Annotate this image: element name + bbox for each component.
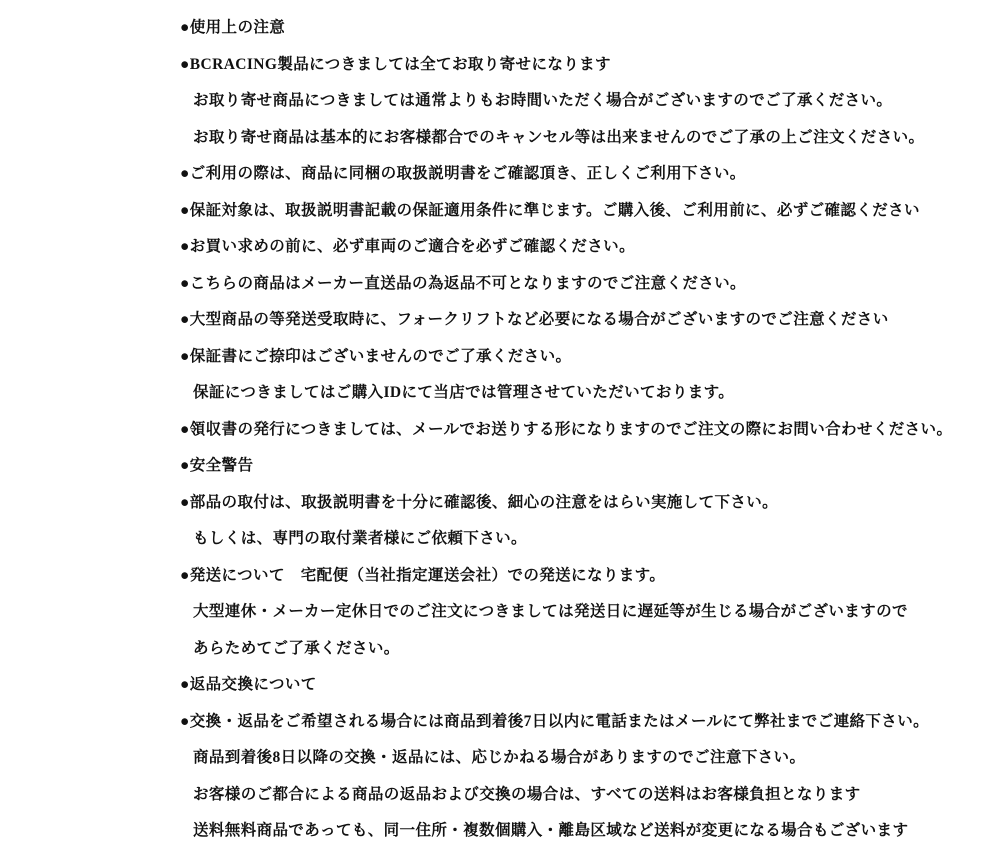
text-line: お取り寄せ商品は基本的にお客様都合でのキャンセル等は出来ませんのでご了承の上ご注文ください。 [193, 128, 925, 146]
bullet-text-line: ●部品の取付は、取扱説明書を十分に確認後、細心の注意をはらい実施して下さい。 [180, 493, 779, 511]
text-line: 商品到着後8日以降の交換・返品には、応じかねる場合がありますのでご注意下さい。 [193, 749, 806, 766]
text-line: 保証につきましてはご購入IDにて当店では管理させていただいております。 [193, 384, 735, 401]
bullet-text-line: ●BCRACING製品につきましては全てお取り寄せになります [180, 55, 611, 73]
bullet-text-line: ●領収書の発行につきましては、メールでお送りする形になりますのでご注文の際にお問い合わせください。 [180, 420, 953, 438]
bullet-text-line: ●大型商品の等発送受取時に、フォークリフトなど必要になる場合がございますのでご注意ください [180, 311, 889, 328]
bullet-text-line: ●使用上の注意 [180, 19, 286, 36]
bullet-text-line: ●保証書にご捺印はございませんのでご了承ください。 [180, 347, 572, 365]
bullet-text-line: ●返品交換について [180, 676, 317, 693]
bullet-text-line: ●保証対象は、取扱説明書記載の保証適用条件に準じます。ご購入後、ご利用前に、必ずご確認ください [180, 201, 920, 219]
text-line: 大型連休・メーカー定休日でのご注文につきましては発送日に遅延等が生じる場合がございますので [193, 603, 908, 620]
bullet-text-line: ●交換・返品をご希望される場合には商品到着後7日以内に電話またはメールにて弊社までご連絡下さい。 [180, 712, 930, 730]
text-line: 送料無料商品であっても、同一住所・複数個購入・離島区域など送料が変更になる場合もございます [193, 822, 909, 839]
bullet-text-line: ●ご利用の際は、商品に同梱の取扱説明書をご確認頂き、正しくご利用下さい。 [180, 165, 746, 182]
text-line: もしくは、専門の取付業者様にご依頼下さい。 [193, 530, 527, 547]
bullet-text-line: ●発送について 宅配便（当社指定運送会社）での発送になります。 [180, 566, 666, 584]
text-line: お取り寄せ商品につきましては通常よりもお時間いただく場合がございますのでご了承ください。 [193, 92, 893, 109]
bullet-text-line: ●安全警告 [180, 457, 254, 474]
notice-document [180, 19, 1000, 859]
bullet-text-line: ●こちらの商品はメーカー直送品の為返品不可となりますのでご注意ください。 [180, 274, 746, 292]
text-line: あらためてご了承ください。 [193, 639, 400, 657]
bullet-text-line: ●お買い求めの前に、必ず車両のご適合を必ずご確認ください。 [180, 238, 635, 255]
text-line: お客様のご都合による商品の返品および交換の場合は、すべての送料はお客様負担となります [193, 785, 861, 803]
